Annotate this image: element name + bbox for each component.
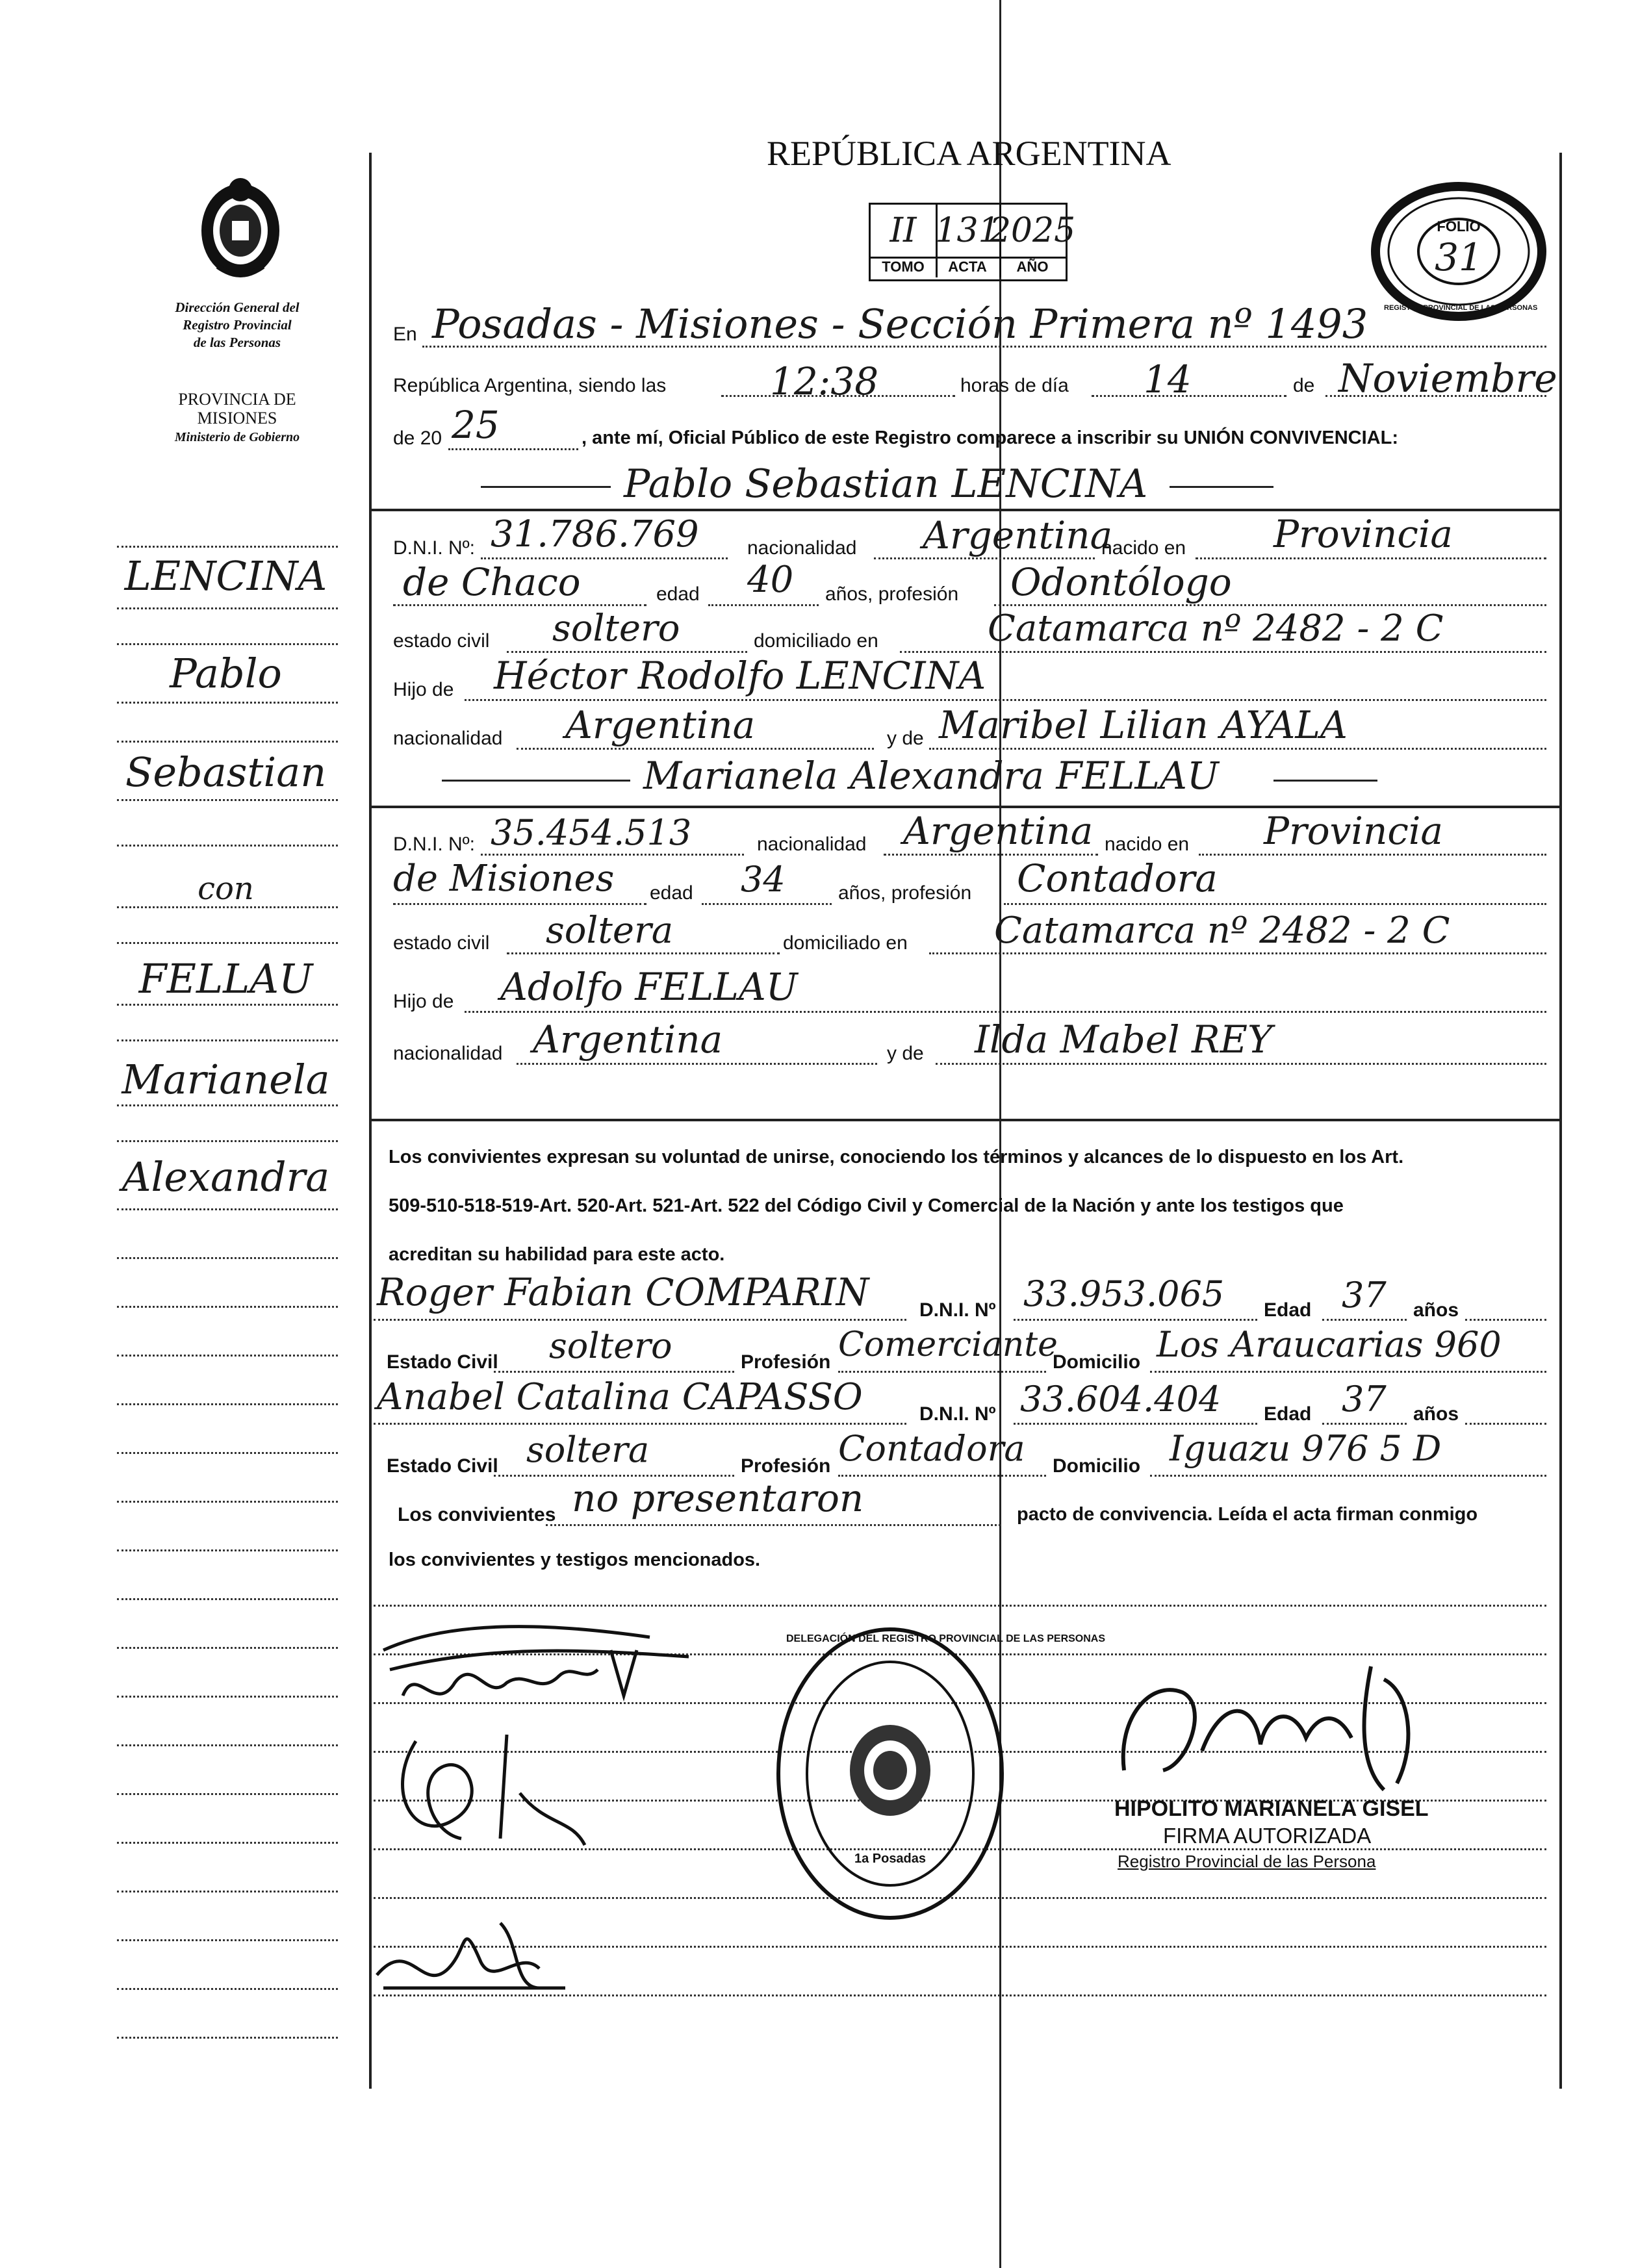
witness-domicilio-label: Domicilio — [1053, 1351, 1141, 1373]
witness2-profession: Contadora — [838, 1428, 1025, 1469]
anio-label: AÑO — [1016, 259, 1049, 275]
party1-father-nationality: Argentina — [565, 703, 756, 747]
party2-nationality: Argentina — [903, 809, 1094, 853]
party2-birthplace-a: Provincia — [1264, 809, 1443, 853]
pacto-statement: pacto de convivencia. Leída el acta firman conmigo — [1017, 1504, 1478, 1525]
folio-seal — [1371, 182, 1546, 322]
witness-anios-label: años — [1413, 1403, 1459, 1425]
section-divider-1 — [369, 509, 1562, 511]
witness1-address: Los Araucarias 960 — [1157, 1324, 1502, 1365]
convivientes-label: Los convivientes — [398, 1504, 556, 1525]
de-label: de — [1293, 375, 1315, 396]
document-title: REPÚBLICA ARGENTINA — [767, 134, 1171, 173]
witness-edad-label: Edad — [1264, 1403, 1312, 1425]
y-de-label: y de — [887, 1043, 924, 1064]
witness1-civil-status: soltero — [549, 1325, 672, 1366]
party2-dni: 35.454.513 — [491, 812, 692, 853]
acta-value: 131 — [936, 205, 1001, 257]
coat-of-arms-emblem — [192, 175, 289, 283]
ministry-name: Ministerio de Gobierno — [174, 430, 300, 444]
witness-anios-label: años — [1413, 1299, 1459, 1321]
party1-father: Héctor Rodolfo LENCINA — [494, 654, 986, 698]
index-entry: Alexandra — [122, 1153, 330, 1201]
time-value: 12:38 — [770, 359, 879, 403]
witness1-dni: 33.953.065 — [1023, 1273, 1225, 1314]
estado-civil-label: estado civil — [393, 630, 490, 652]
index-entry: FELLAU — [138, 955, 313, 1002]
tomo-label: TOMO — [871, 257, 938, 277]
index-entry: Sebastian — [125, 748, 327, 796]
official-name: HIPOLITO MARIANELA GISEL — [1114, 1796, 1429, 1821]
party1-age: 40 — [747, 559, 794, 601]
witness2-address: Iguazu 976 5 D — [1170, 1428, 1442, 1469]
witness2-age: 37 — [1342, 1379, 1387, 1420]
party1-birthplace-b: de Chaco — [403, 560, 581, 604]
party2-birthplace-b: de Misiones — [393, 858, 615, 900]
signature-party1 — [377, 1611, 767, 1709]
party2-father: Adolfo FELLAU — [500, 965, 798, 1009]
party1-civil-status: soltero — [552, 607, 680, 650]
signature-official — [1111, 1653, 1449, 1803]
y-de-label: y de — [887, 728, 924, 749]
witness-domicilio-label: Domicilio — [1053, 1455, 1141, 1477]
official-org: Registro Provincial de las Persona — [1118, 1852, 1376, 1871]
witness1-age: 37 — [1342, 1275, 1387, 1316]
edad-label: edad — [656, 583, 700, 605]
witness-dni-label: D.N.I. Nº — [919, 1299, 996, 1321]
party1-full-name: Pablo Sebastian LENCINA — [624, 461, 1148, 507]
party2-address: Catamarca nº 2482 - 2 C — [994, 910, 1450, 952]
witness2-dni: 33.604.404 — [1020, 1379, 1222, 1420]
nacido-label: nacido en — [1105, 834, 1190, 855]
party1-address: Catamarca nº 2482 - 2 C — [988, 607, 1444, 650]
declaration-line-2: 509-510-518-519-Art. 520-Art. 521-Art. 522 del Código Civil y Comercial de la Nación y ante los testigos que — [389, 1195, 1344, 1216]
folio-number: 31 — [1435, 235, 1483, 279]
index-entry: LENCINA — [124, 552, 327, 600]
signature-party2 — [390, 1715, 617, 1858]
section-divider-2 — [369, 806, 1562, 808]
closing-line-2: los convivientes y testigos mencionados. — [389, 1549, 761, 1570]
party1-profession: Odontólogo — [1010, 560, 1232, 604]
hijo-de-label: Hijo de — [393, 991, 454, 1012]
day-value: 14 — [1144, 357, 1192, 401]
profesion-label: años, profesión — [825, 583, 959, 605]
domiciliado-label: domiciliado en — [783, 932, 908, 954]
dni-label: D.N.I. Nº: — [393, 537, 475, 559]
folio-label: FOLIO — [1437, 218, 1481, 235]
declaration-line-3: acreditan su habilidad para este acto. — [389, 1244, 725, 1265]
nacionalidad-label: nacionalidad — [757, 834, 867, 855]
party1-dni: 31.786.769 — [491, 513, 699, 555]
index-entry: con — [198, 871, 254, 907]
party2-full-name: Marianela Alexandra FELLAU — [643, 754, 1219, 798]
witness-profesion-label: Profesión — [741, 1351, 831, 1373]
nacionalidad-label: nacionalidad — [393, 728, 503, 749]
acta-label: ACTA — [936, 257, 1001, 277]
witness-dni-label: D.N.I. Nº — [919, 1403, 996, 1425]
party2-civil-status: soltera — [546, 910, 674, 952]
org-name: Dirección General del Registro Provincial de las Personas — [175, 299, 300, 350]
hijo-de-label: Hijo de — [393, 679, 454, 700]
dni-label: D.N.I. Nº: — [393, 834, 475, 855]
witness-estado-civil-label: Estado Civil — [387, 1455, 498, 1477]
profesion-label: años, profesión — [838, 882, 972, 904]
signature-witness — [370, 1897, 578, 2001]
year-suffix: 25 — [452, 403, 500, 447]
nacionalidad-label: nacionalidad — [747, 537, 857, 559]
official-title: FIRMA AUTORIZADA — [1163, 1824, 1372, 1848]
witness1-profession: Comerciante — [838, 1325, 1058, 1364]
pacto-value: no presentaron — [572, 1476, 864, 1520]
nacido-label: nacido en — [1101, 537, 1186, 559]
anio-value: 2025 — [989, 211, 1076, 250]
witness-profesion-label: Profesión — [741, 1455, 831, 1477]
edad-label: edad — [650, 882, 693, 904]
horas-label: horas de día — [960, 375, 1069, 396]
witness2-civil-status: soltera — [526, 1429, 650, 1470]
party2-profession: Contadora — [1017, 856, 1218, 900]
section-divider-3 — [369, 1119, 1562, 1121]
declaration-line-1: Los convivientes expresan su voluntad de unirse, conociendo los términos y alcances de lo dispuesto en los Art. — [389, 1147, 1404, 1167]
domiciliado-label: domiciliado en — [754, 630, 878, 652]
party1-mother: Maribel Lilian AYALA — [939, 703, 1348, 747]
party2-mother: Ilda Mabel REY — [975, 1017, 1273, 1062]
party1-nationality: Argentina — [923, 513, 1113, 557]
month-value: Noviembre — [1338, 356, 1557, 401]
index-entry: Marianela — [122, 1056, 330, 1103]
folio-ring-text: REGISTRO PROVINCIAL DE LAS PERSONAS — [1384, 304, 1538, 312]
comparece-statement: , ante mí, Oficial Público de este Registro comparece a inscribir su UNIÓN CONVIVENCIAL: — [582, 427, 1398, 448]
estado-civil-label: estado civil — [393, 932, 490, 954]
witness-estado-civil-label: Estado Civil — [387, 1351, 498, 1373]
tomo-value: II — [871, 205, 938, 257]
party2-age: 34 — [741, 859, 786, 900]
witness-edad-label: Edad — [1264, 1299, 1312, 1321]
witness1-name: Roger Fabian COMPARIN — [377, 1270, 869, 1314]
stamp-ring-text: DELEGACIÓN DEL REGISTRO PROVINCIAL DE LAS PERSONAS — [786, 1633, 1106, 1644]
province-name: PROVINCIA DE MISIONES — [178, 390, 296, 427]
place-value: Posadas - Misiones - Sección Primera nº 1493 — [432, 300, 1368, 348]
witness2-name: Anabel Catalina CAPASSO — [377, 1376, 863, 1418]
stamp-inner-text: 1a Posadas — [854, 1852, 927, 1866]
year-prefix: de 20 — [393, 427, 442, 449]
republica-label: República Argentina, siendo las — [393, 375, 667, 396]
nacionalidad-label: nacionalidad — [393, 1043, 503, 1064]
en-label: En — [393, 324, 417, 345]
index-entry: Pablo — [170, 650, 282, 697]
party2-father-nationality: Argentina — [533, 1017, 723, 1062]
record-box — [869, 203, 1076, 281]
registry-stamp — [773, 1624, 1106, 1923]
party1-birthplace-a: Provincia — [1273, 512, 1453, 556]
